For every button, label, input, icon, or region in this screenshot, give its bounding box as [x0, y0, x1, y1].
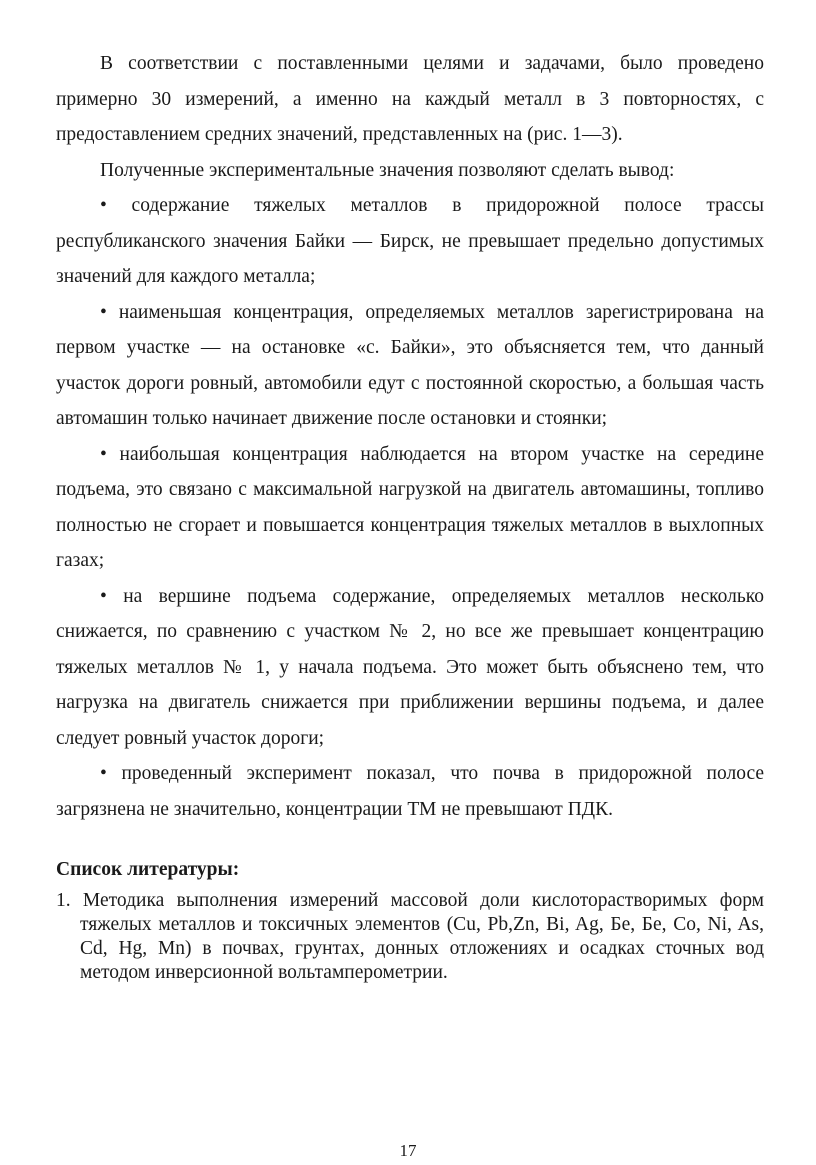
reference-item: 1. Методика выполнения измерений массовой доли кислоторастворимых форм тяжелых металлов и токсичных элементов (Cu, Pb,Zn, Bi, Ag, Бе, Бе, Co, Ni, As, Cd, Hg, Mn) в почвах, грунтах, донных отложениях и осадках сточных вод методом инверсионной вольтамперометрии.: [56, 890, 764, 983]
paragraph-conclusion-intro: Полученные экспериментальные значения позволяют сделать вывод:: [100, 159, 675, 181]
bullet-highest-concentration: • наибольшая концентрация наблюдается на втором участке на середине подъема, это связано с максимальной нагрузкой на двигатель автомашины, топливо полностью не сгорает и повышается концентрация тяжелых металлов в выхлопных газах;: [56, 443, 764, 571]
document-page: [56, 46, 764, 985]
bullet-lowest-concentration: • наименьшая концентрация, определяемых металлов зарегистрирована на первом участке — на остановке «с. Байки», это объясняется тем, что данный участок дороги ровный, автомобили едут с постоянной скоростью, а большая часть автомашин только начинает движение после остановки и стоянки;: [56, 301, 764, 429]
page-number: 17: [399, 1141, 417, 1160]
bullet-summit-concentration: • на вершине подъема содержание, определяемых металлов несколько снижается, по сравнению с участком № 2, но все же превышает концентрацию тяжелых металлов № 1, у начала подъема. Это может быть объяснено тем, что нагрузка на двигатель снижается при приближении вершины подъема, и далее следует ровный участок дороги;: [56, 585, 764, 749]
references-list: [56, 889, 764, 985]
paragraph-measurements: В соответствии с поставленными целями и задачами, было проведено примерно 30 измерений, а именно на каждый металл в 3 повторностях, с предоставлением средних значений, представленных на (рис. 1—3).: [56, 53, 764, 145]
bullet-experiment-result: • проведенный эксперимент показал, что почва в придорожной полосе загрязнена не значительно, концентрации ТМ не превышают ПДК.: [56, 763, 764, 820]
bullet-heavy-metals-content: • содержание тяжелых металлов в придорожной полосе трассы республиканского значения Байки — Бирск, не превышает предельно допустимых значений для каждого металла;: [56, 195, 764, 287]
references-heading: Список литературы:: [56, 859, 240, 880]
